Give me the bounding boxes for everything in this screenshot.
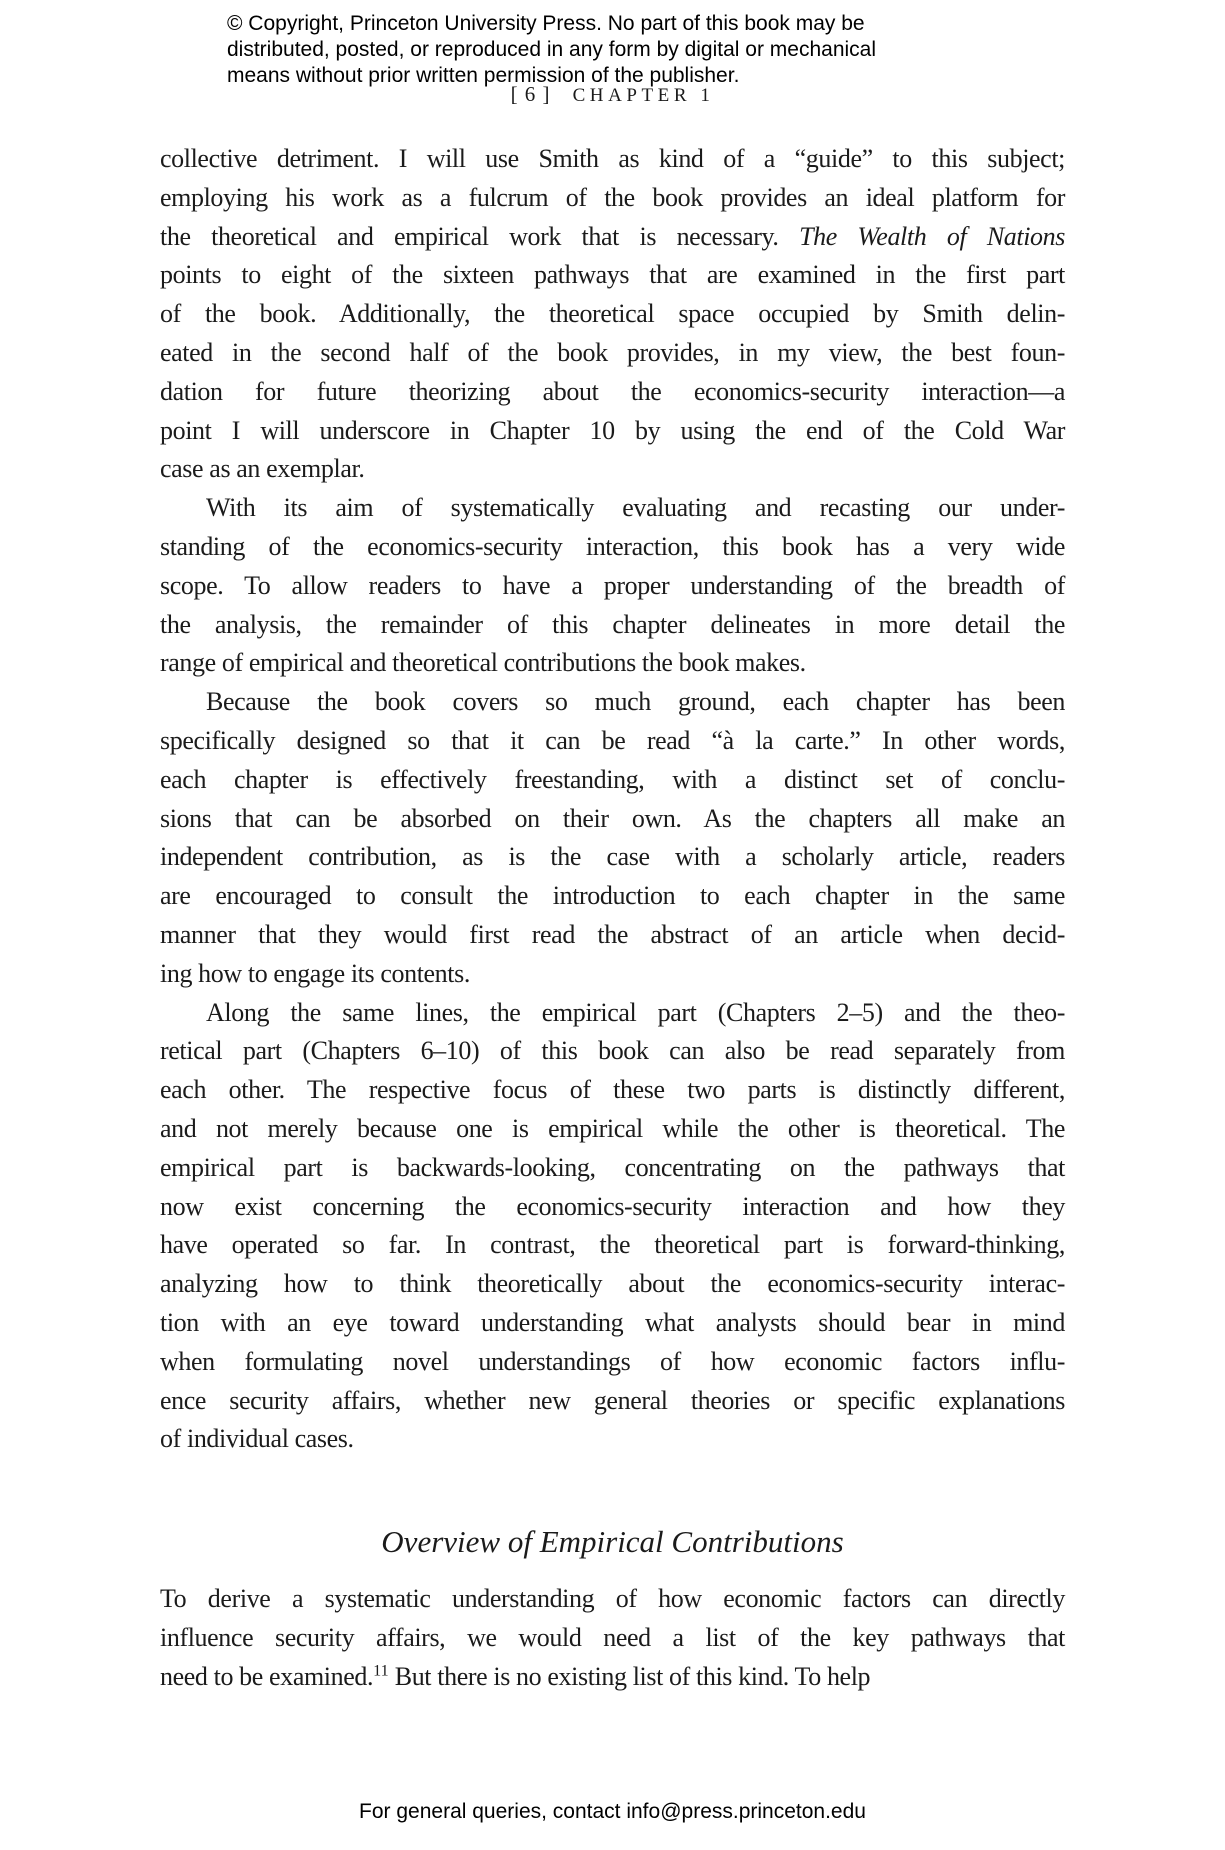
text-line: tion with an eye toward understanding what analysts should bear in mind <box>160 1307 1065 1337</box>
text-line: of the book. Additionally, the theoretical space occupied by Smith delin- <box>160 299 1065 329</box>
paragraph <box>160 683 1065 993</box>
text-line: each other. The respective focus of these two parts is distinctly different, <box>160 1075 1065 1105</box>
text-line: empirical part is backwards-looking, concentrating on the pathways that <box>160 1152 1065 1182</box>
paragraph <box>160 489 1065 683</box>
text-line: influence security affairs, we would need a list of the key pathways that <box>160 1622 1065 1652</box>
text-line: scope. To allow readers to have a proper understanding of the breadth of <box>160 570 1065 600</box>
copyright-notice <box>227 11 876 89</box>
text-line: manner that they would first read the abstract of an article when decid- <box>160 919 1065 949</box>
page-number: [ 6 ] <box>510 82 551 106</box>
text-line: range of empirical and theoretical contributions the book makes. <box>160 648 806 678</box>
running-head <box>160 82 1065 107</box>
text-line: points to eight of the sixteen pathways that are examined in the first part <box>160 260 1065 290</box>
footer-queries: For general queries, contact info@press.princeton.edu <box>359 1800 866 1823</box>
text-line: ence security affairs, whether new general theories or specific explanations <box>160 1385 1065 1415</box>
copyright-line-1: © Copyright, Princeton University Press. No part of this book may be <box>227 12 865 35</box>
text-line: now exist concerning the economics-security interaction and how they <box>160 1191 1065 1221</box>
copyright-line-3: means without prior written permission of the publisher. <box>227 64 740 87</box>
text-line: ing how to engage its contents. <box>160 958 470 988</box>
text-line: collective detriment. I will use Smith as kind of a “guide” to this subject; <box>160 144 1065 173</box>
text-line: eated in the second half of the book provides, in my view, the best foun- <box>160 337 1065 367</box>
text-line: Because the book covers so much ground, each chapter has been <box>206 687 1065 717</box>
text-line: point I will underscore in Chapter 10 by using the end of the Cold War <box>160 415 1065 445</box>
text-line: have operated so far. In contrast, the theoretical part is forward-thinking, <box>160 1230 1065 1260</box>
text-line: sions that can be absorbed on their own. As the chapters all make an <box>160 803 1065 833</box>
paragraph <box>160 1580 1065 1696</box>
text-line: and not merely because one is empirical while the other is theoretical. The <box>160 1113 1065 1143</box>
text-line: of individual cases. <box>160 1424 354 1454</box>
text-line: are encouraged to consult the introduction to each chapter in the same <box>160 881 1065 911</box>
paragraph <box>160 994 1065 1460</box>
body-text <box>160 140 1065 1696</box>
text-line: Along the same lines, the empirical part (Chapters 2–5) and the theo- <box>206 997 1065 1027</box>
text-line: With its aim of systematically evaluating and recasting our under- <box>206 493 1065 523</box>
text-line: the theoretical and empirical work that is necessary. The Wealth of Nations <box>160 221 1065 251</box>
text-line: case as an exemplar. <box>160 454 365 484</box>
text-line: when formulating novel understandings of how economic factors influ- <box>160 1346 1065 1376</box>
text-line: retical part (Chapters 6–10) of this book can also be read separately from <box>160 1036 1065 1066</box>
text-line: specifically designed so that it can be read “à la carte.” In other words, <box>160 725 1065 755</box>
section-heading: Overview of Empirical Contributions <box>381 1524 844 1560</box>
text-line: dation for future theorizing about the economics-security interaction—a <box>160 376 1065 406</box>
text-line: analyzing how to think theoretically about the economics-security interac- <box>160 1269 1065 1299</box>
paragraph <box>160 140 1065 489</box>
text-line: To derive a systematic understanding of how economic factors can directly <box>160 1584 1065 1614</box>
text-line: independent contribution, as is the case with a scholarly article, readers <box>160 842 1065 872</box>
text-line: each chapter is effectively freestanding, with a distinct set of conclu- <box>160 764 1065 794</box>
text-line: the analysis, the remainder of this chapter delineates in more detail the <box>160 609 1065 639</box>
text-line: employing his work as a fulcrum of the book provides an ideal platform for <box>160 182 1065 212</box>
chapter-label: CHAPTER 1 <box>572 85 715 106</box>
text-line: standing of the economics-security interaction, this book has a very wide <box>160 531 1065 561</box>
copyright-line-2: distributed, posted, or reproduced in any form by digital or mechanical <box>227 38 877 61</box>
text-line: need to be examined.$^{11}$ But there is no existing list of this kind. To help <box>160 1661 871 1691</box>
